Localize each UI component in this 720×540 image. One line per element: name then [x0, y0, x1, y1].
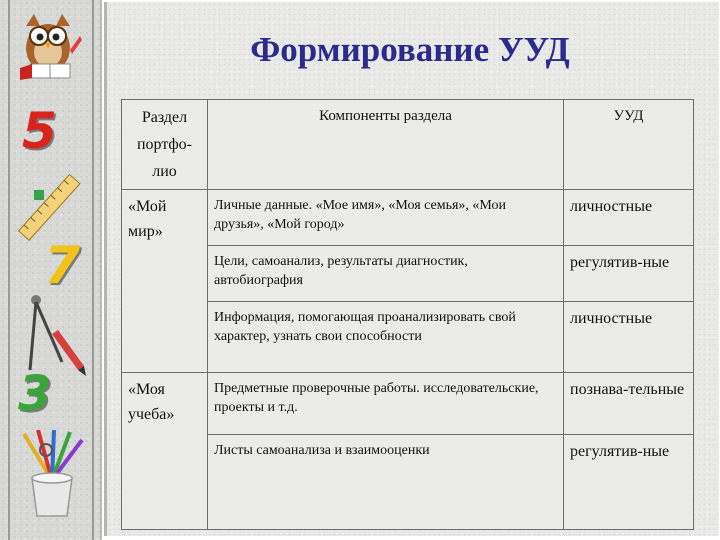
- ruler-icon: [12, 172, 88, 244]
- component-cell: Информация, помогающая проанализировать свой характер, узнать свои способности: [208, 302, 564, 373]
- header-section: Раздел портфо-лио: [122, 100, 208, 190]
- uud-cell: регулятив-ные: [564, 435, 694, 530]
- page-title: Формирование УУД: [250, 30, 570, 69]
- table-row: [122, 190, 694, 246]
- component-cell: Цели, самоанализ, результаты диагностик, автобиография: [208, 246, 564, 302]
- pencil-cup-icon: [12, 430, 92, 520]
- uud-cell: познава-тельные: [564, 373, 694, 435]
- component-cell: Предметные проверочные работы. исследовательские, проекты и т.д.: [208, 373, 564, 435]
- strip-divider: [8, 0, 10, 540]
- portfolio-table: [121, 99, 694, 530]
- component-cell: Листы самоанализа и взаимооценки: [208, 435, 564, 530]
- table-row: [122, 373, 694, 435]
- owl-icon: [14, 6, 86, 82]
- digit-seven: 7: [44, 236, 81, 296]
- uud-cell: личностные: [564, 190, 694, 246]
- decorative-sidebar: [0, 0, 102, 540]
- header-components: Компоненты раздела: [208, 100, 564, 190]
- table-header-row: [122, 100, 694, 190]
- strip-divider: [92, 0, 94, 540]
- uud-cell: личностные: [564, 302, 694, 373]
- uud-cell: регулятив-ные: [564, 246, 694, 302]
- section-name: «Мой мир»: [122, 190, 208, 373]
- section-name: «Моя учеба»: [122, 373, 208, 530]
- table-row: [122, 246, 694, 302]
- header-uud: УУД: [564, 100, 694, 190]
- table-row: [122, 435, 694, 530]
- digit-three: 3: [18, 366, 52, 422]
- digit-five: 5: [22, 102, 57, 160]
- table-row: [122, 302, 694, 373]
- component-cell: Личные данные. «Мое имя», «Моя семья», «Мои друзья», «Мой город»: [208, 190, 564, 246]
